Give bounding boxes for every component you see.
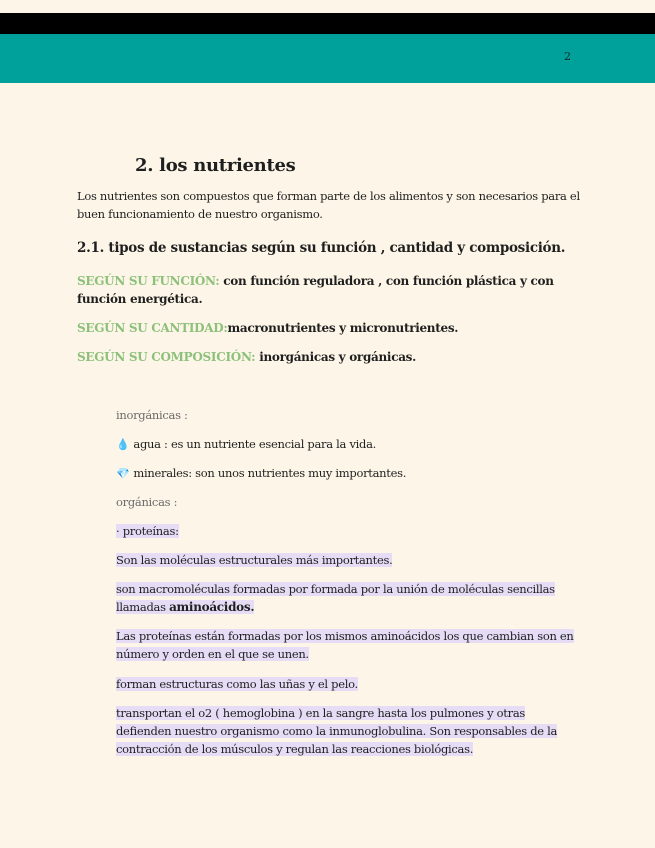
highlighted-bold-text: aminoácidos. (169, 600, 255, 614)
proteinas-paragraph-4 (116, 675, 582, 693)
criterion-label: SEGÚN SU FUNCIÓN: (77, 274, 220, 288)
highlighted-text: Son las moléculas estructurales más importantes. (116, 553, 393, 567)
criterion-funcion (77, 272, 582, 308)
highlighted-text: transportan el o2 ( hemoglobina ) en la sangre hasta los pulmones y otras defienden nuestro organismo como la inmunoglobulina. Son responsables de la contracción de los músculos y regulan las reacciones biológicas. (116, 706, 558, 756)
proteinas-paragraph-2 (116, 580, 582, 616)
organicas-label: orgánicas : (116, 495, 178, 509)
criterion-text: macronutrientes y micronutrientes. (227, 321, 459, 335)
criterion-label: SEGÚN SU COMPOSICIÓN: (77, 350, 256, 364)
criterion-label: SEGÚN SU CANTIDAD: (77, 321, 228, 335)
criterion-text: inorgánicas y orgánicas. (255, 350, 417, 364)
highlighted-text: Las proteínas están formadas por los mismos aminoácidos los que cambian son en número y orden en el que se unen. (116, 629, 574, 661)
intro-paragraph: Los nutrientes son compuestos que forman parte de los alimentos y son necesarios para el buen funcionamiento de nuestro organismo. (77, 189, 580, 221)
proteinas-paragraph-3 (116, 627, 582, 663)
highlighted-text: son macromoléculas formadas por formada por la unión de moléculas sencillas llamadas (116, 582, 555, 614)
header-teal-band (0, 34, 655, 83)
highlighted-text: · proteínas: (116, 524, 179, 538)
criterion-composicion (77, 348, 582, 366)
proteinas-paragraph-1 (116, 551, 582, 569)
page-number: 2 (564, 50, 571, 63)
list-item-minerales (116, 464, 582, 483)
header-black-band (0, 13, 655, 34)
criterion-cantidad (77, 319, 582, 337)
top-margin (0, 0, 655, 13)
proteinas-heading (116, 522, 582, 540)
highlighted-text: forman estructuras como las uñas y el pelo. (116, 677, 358, 691)
proteinas-paragraph-5 (116, 704, 582, 758)
page-title: 2. los nutrientes (135, 155, 296, 176)
gem-icon: 💎 (116, 467, 130, 480)
inorganicas-label: inorgánicas : (116, 408, 188, 422)
criterion-text: con función reguladora , con función plástica y con función energética. (77, 274, 554, 306)
list-item-text: agua : es un nutriente esencial para la vida. (133, 437, 377, 451)
list-item-text: minerales: son unos nutrientes muy importantes. (133, 466, 407, 480)
list-item-agua (116, 435, 582, 454)
section-heading: 2.1. tipos de sustancias según su función , cantidad y composición. (77, 240, 566, 256)
water-drop-icon: 💧 (116, 438, 130, 451)
